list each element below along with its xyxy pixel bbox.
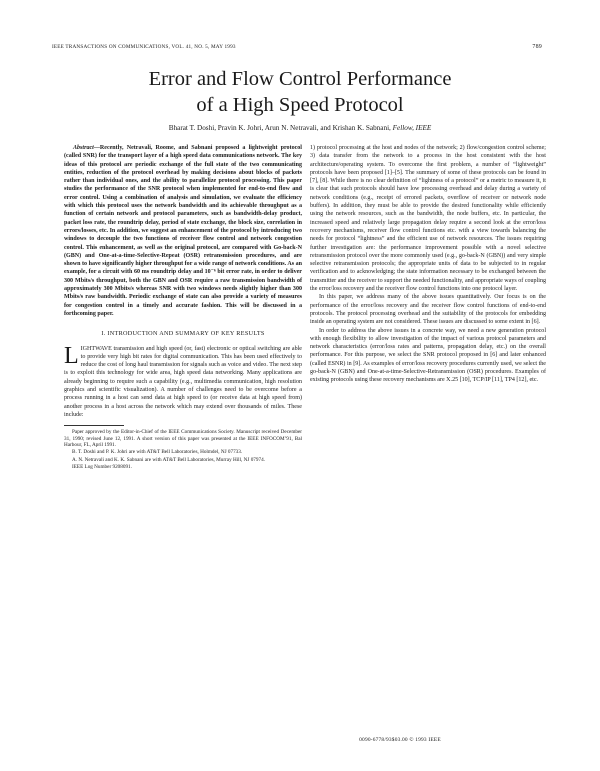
drop-cap: L: [64, 342, 79, 369]
footnote-affiliation-murray-hill: A. N. Netravali and K. K. Sabnani are with AT&T Bell Laboratories, Murray Hill, NJ 07974.: [72, 456, 265, 463]
footnote-manuscript: Paper approved by the Editor-in-Chief of the IEEE Communications Society. Manuscript received December 31, 1990; revised June 12, 1991. A short version of this paper was presented at the IEEE INFOCOM’91, Bal Harbour, FL, April 1991.: [64, 429, 302, 449]
author-names: Bharat T. Doshi, Pravin K. Johri, Arun N. Netravali, and Krishan K. Sabnani,: [168, 124, 391, 132]
running-header: [52, 44, 542, 54]
section-heading-introduction: I. INTRODUCTION AND SUMMARY OF KEY RESULTS: [101, 330, 265, 338]
journal-name: IEEE TRANSACTIONS ON COMMUNICATIONS, VOL. 41, NO. 5, MAY 1993: [52, 44, 236, 50]
left-column: [64, 144, 302, 471]
abstract: [64, 144, 302, 318]
abstract-lead: Abstract—: [73, 145, 100, 151]
title-line-1: Error and Flow Control Performance: [148, 68, 452, 90]
author-list: [60, 124, 540, 133]
paper-title: [60, 66, 540, 118]
footnotes: [64, 429, 302, 470]
footnote-divider: [64, 425, 124, 426]
right-column: [310, 144, 546, 385]
footnote-log-number: IEEE Log Number 9208091.: [72, 463, 132, 470]
intro-text: IGHTWAVE transmission and high speed (or, fast) electronic or optical switching are able to provide very high bit rates for digital communication. This has been used effectively to reduce the cost of long haul transmission for signals such as voice and video. The next step is to exploit this technology for wide area, high speed data networking. Many applications are already beginning to require such a capability (e.g., multimedia communication, high resolution graphics and scientific visualization). A number of challenges need to be overcome before a process running in a host can send data at high speed to (or receive data at high speed from) another process in a host across the network which may extend over thousands of miles. These include:: [64, 345, 302, 418]
author-fellow: Fellow, IEEE: [392, 124, 432, 132]
page-number: 789: [532, 44, 542, 50]
footnote-affiliation-holmdel: B. T. Doshi and P. K. Johri are with AT&T Bell Laboratories, Holmdel, NJ 07733.: [72, 449, 243, 456]
abstract-text: Recently, Netravali, Roome, and Sabnani proposed a lightweight protocol (called SNR) for the transport layer of a high speed data communications network. The key ideas of this protocol are periodic exchange of the full state of the two communicating entities, reduction of the protocol overhead by making decisions about blocks of packets rather than individual ones, and the ability to parallelize protocol processing. This paper studies the performance of the SNR protocol when implemented for end-to-end flow and error control. Using a combination of analysis and simulation, we evaluate the efficiency with which this protocol uses the network bandwidth and its achievable throughput as a function of certain network and protocol parameters, such as bandwidth-delay product, packet loss rate, the roundtrip delay, period of state exchange, the block size, correlation in errors/losses, etc. In addition, we suggest an enhancement of the protocol by introducing two windows to decouple the two functions of receiver flow control and network congestion control. This enhancement, as well as the original protocol, are compared with Go-back-N (GBN) and One-at-a-time-Selective-Repeat (OSR) retransmission procedures, and are shown to have significantly higher throughput for a wide range of network conditions. As an example, for a circuit with 60 ms roundtrip delay and 10⁻⁶ bit error rate, in order to deliver 300 Mbits/s throughput, both the GBN and OSR require a raw transmission bandwidth of approximately 300 Mbits/s whereas SNR with two windows needs slightly higher than 300 Mbits/s raw bandwidth. Periodic exchange of state can also provide a variety of measures for congestion control in a timely and accurate fashion. This will be discussed in a forthcoming paper.: [64, 145, 302, 317]
body-paragraph-1: 1) protocol processing at the host and nodes of the network; 2) flow/congestion control scheme; 3) data transfer from the network to a process in the host consistent with the host architecture/operating system. To overcome the first problem, a number of “lightweight” protocols have been proposed [1]–[5]. The summary of some of these protocols can be found in [7], [8]. While there is no clear definition of “lightness of a protocol” or a metric to measure it, it is clear that such protocols should have low processing overhead and delay during a variety of network conditions (e.g., receipt of errored packets, overflow of receiver or network node buffers). In addition, they must be able to provide the desired functionality while efficiently using the network resources, such as the bandwidth, the node buffers, etc. In particular, the increased speed and relatively large propagation delay require a second look at the error/loss recovery mechanisms, receiver flow control functions etc. with a view towards balancing the needs for protocol “lightness” and the efficient use of network resources. The issues requiring further investigation are: the performance improvement possible with a novel selective retransmission protocol over the more commonly used (e.g., go-back-N (GBN)) and very simple selective retransmission protocols; the appropriate units of data to be subjected to in regular verification and to acknowledging; the state information necessary to be exchanged between the transmitter and the receiver to support the needed functionality, and appropriate ways of coupling the error/loss recovery and the receiver flow control functions into one protocol layer.: [310, 145, 546, 293]
intro-paragraph: [64, 342, 302, 420]
body-paragraph-3: In order to address the above issues in a concrete way, we need a new generation protocol with enough flexibility to allow investigation of the impact of various protocol parameters and network characteristics (error/loss rates and patterns, propagation delay, etc.) on the overall performance. For this purpose, we select the SNR protocol proposed in [6] and later enhanced (called ESNR) in [9]. As examples of error/loss recovery procedures currently used, we select the go-back-N (GBN) and One-at-a-time-Selective-Retransmission (OSR) procedures. Examples of existing protocols using these recovery mechanisms are X.25 [10], TCP/IP [11], TP4 [12], etc.: [310, 327, 546, 384]
title-line-2: of a High Speed Protocol: [196, 94, 404, 116]
body-paragraph-2: In this paper, we address many of the above issues quantitatively. Our focus is on the performance of the error/loss recovery and the receiver flow control functions of end-to-end protocols. The protocol processing overhead and the suitability of the protocols for embedding inside an operating system are not considered. These issues are discussed to some extent in [6].: [310, 294, 546, 326]
copyright-line: 0090-6778/93$03.00 © 1993 IEEE: [359, 737, 441, 743]
